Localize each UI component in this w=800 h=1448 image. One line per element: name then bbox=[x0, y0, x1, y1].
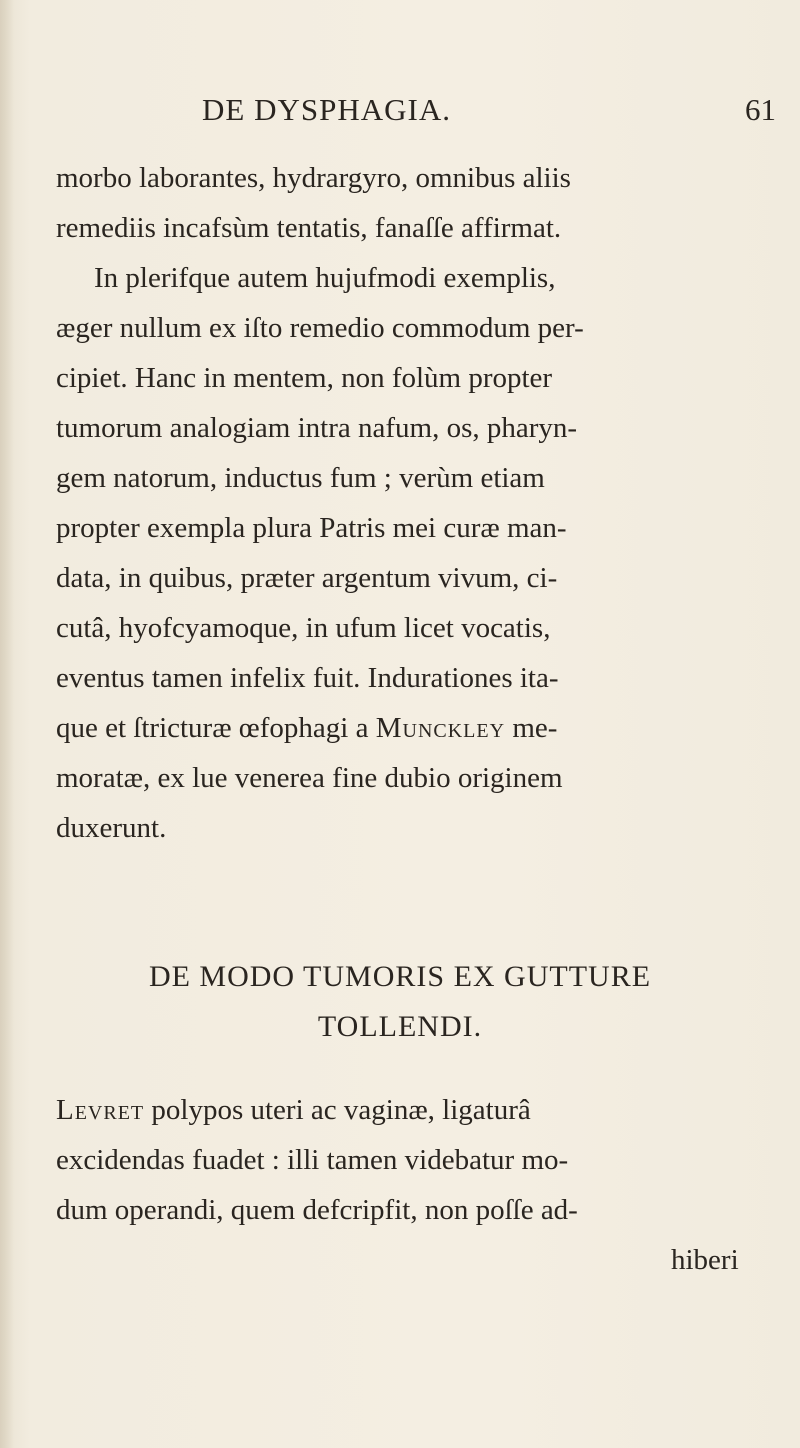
text-segment: que et ſtricturæ œfophagi a bbox=[56, 712, 376, 744]
text-line: cutâ, hyofcyamoque, in ufum licet vocatis, bbox=[56, 612, 551, 644]
text-segment: me- bbox=[505, 712, 558, 744]
section-title-line-2: TOLLENDI. bbox=[317, 1010, 483, 1043]
text-line: moratæ, ex lue venerea fine dubio originem bbox=[56, 762, 563, 794]
section-title-line-1: DE MODO TUMORIS EX GUTTURE bbox=[148, 960, 652, 993]
text-line: duxerunt. bbox=[56, 812, 167, 844]
text-line bbox=[56, 1096, 531, 1125]
page-number: 61 bbox=[745, 92, 776, 127]
text-line: eventus tamen infelix fuit. Indurationes ita- bbox=[56, 662, 559, 694]
running-title: DE DYSPHAGIA. bbox=[202, 92, 451, 127]
catchword: hiberi bbox=[671, 1244, 739, 1276]
author-name-levret: Levret bbox=[56, 1094, 145, 1126]
text-line: gem natorum, inductus fum ; verùm etiam bbox=[56, 462, 545, 494]
text-line: tumorum analogiam intra nafum, os, pharyn- bbox=[56, 412, 578, 444]
text-line: æger nullum ex iſto remedio commodum per- bbox=[56, 312, 584, 344]
text-line: morbo laborantes, hydrargyro, omnibus aliis bbox=[56, 162, 571, 194]
text-line: excidendas fuadet : illi tamen videbatur mo- bbox=[56, 1144, 569, 1176]
page-gutter-shadow bbox=[0, 0, 14, 1448]
text-line: remediis incafsùm tentatis, fanaſſe affirmat. bbox=[56, 212, 562, 244]
author-name-munckley: Munckley bbox=[375, 712, 506, 744]
text-segment: polypos uteri ac vaginæ, ligaturâ bbox=[144, 1094, 531, 1126]
text-line: dum operandi, quem defcripfit, non poſſe ad- bbox=[56, 1194, 578, 1226]
text-line: In plerifque autem hujufmodi exemplis, bbox=[94, 262, 556, 294]
text-line: propter exempla plura Patris mei curæ man- bbox=[56, 512, 567, 544]
running-header bbox=[56, 92, 776, 142]
text-line bbox=[56, 714, 557, 743]
text-line: cipiet. Hanc in mentem, non folùm propter bbox=[56, 362, 553, 394]
text-line: data, in quibus, præter argentum vivum, ci- bbox=[56, 562, 558, 594]
